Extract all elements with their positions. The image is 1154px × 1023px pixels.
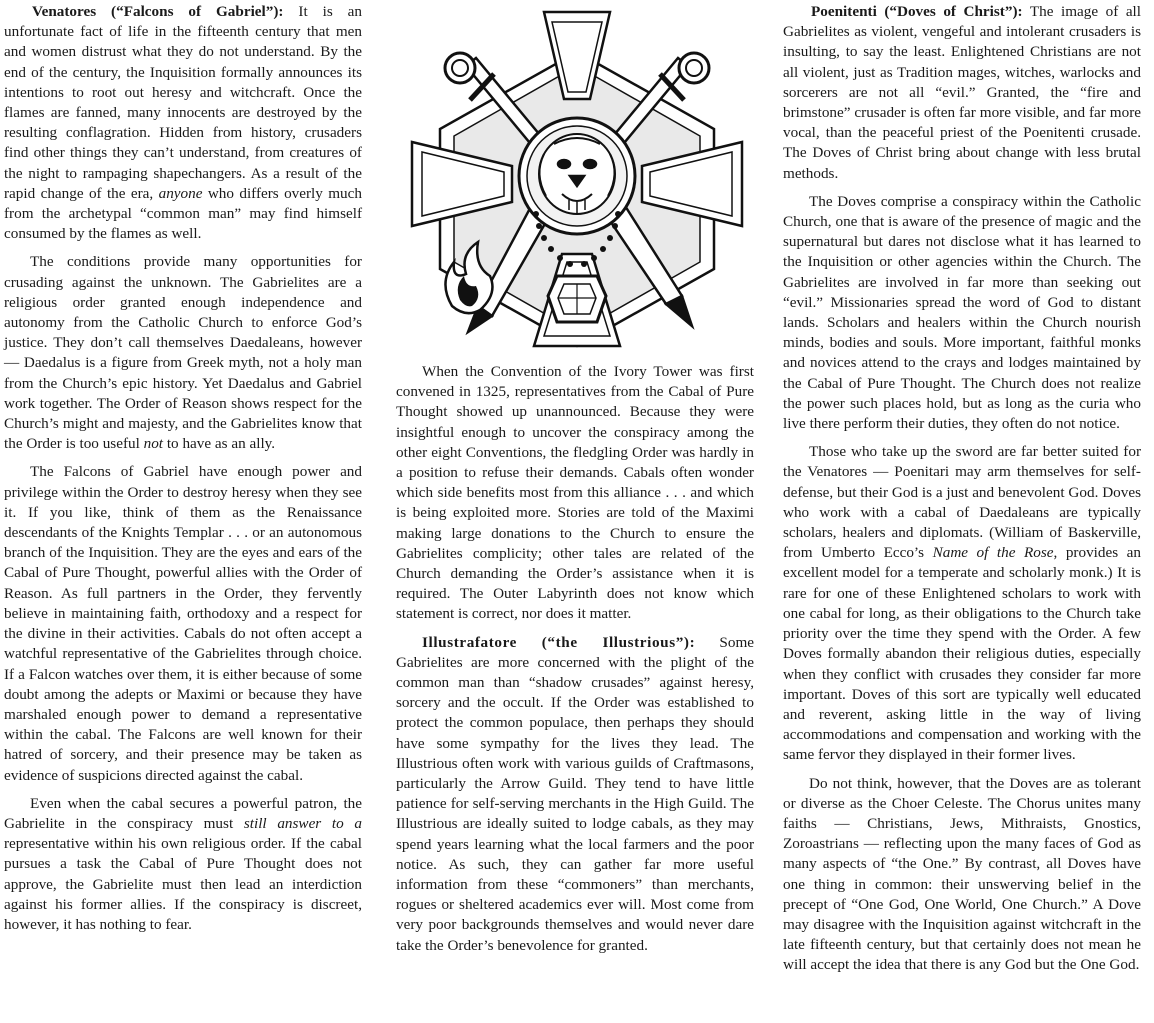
paragraph-text: who differs overly much from the archetypal “common man” may find himself consumed by the flames as well. [4,184,362,243]
paragraph-poenitenti [783,2,1141,184]
section-heading-venatores: Venatores (“Falcons of Gabriel”): [32,3,284,20]
emphasis-text: Name of the Rose [932,544,1054,562]
emblem-illustration [394,4,760,354]
paragraph-text: to have as an ally. [163,435,276,453]
paragraph-text: Those who take up the sword are far better suited for the Venatores — Poenitari may arm themselves for self-defense, but their God is a just and benevolent God. Doves who work with a cabal of Daedaleans are typically scholars, healers and diplomats. (William of Baskerville, from Umberto Ecco’s [783,443,1141,562]
paragraph-venatores [4,2,362,244]
paragraph-text: , provides an excellent model for a temperate and scholarly monk.) It is rare for one of these Enlightened scholars to work with one cabal for long, as their obligations to the Church take priority over the time they spend with the Order. A few Doves formally abandon their religious duties, especially when they conflict with crusades they consider far more important. Doves of this sort are typically well educated and reverent, asking little in the way of living accommodations and compensation and working with the same fervor they displayed in their former lives. [783,544,1142,764]
paragraph-sword [783,442,1141,765]
paragraph-one-god: Do not think, however, that the Doves are as tolerant or diverse as the Choer Celeste. The Chorus unites many faiths — Christians, Jews, Mithraists, Gnostics, Zoroastrians — reflecting upon the many faces of God as many aspects of “the One.” By contrast, all Doves have one thing in common: their unswerving belief in the precept of “One God, One World, One Church.” A Dove may disagree with the Inquisition against witchcraft in the late fifteenth century, but that certainly does not mean he will accept the idea that there is any God but the One God. [783,774,1141,974]
paragraph-text: The image of all Gabrielites as violent, vengeful and intolerant crusaders is insulting, to say the least. Enlightened Christians are not all violent, just as Tradition mages, witches, warlocks and sorcerers are not all “evil.” Granted, the “fire and brimstone” crusader is often far more visible, and far more vocal, than the peaceful priest of the Poenitenti crusade. The Doves of Christ bring about change with less brutal methods. [783,3,1141,182]
middle-column [396,362,754,964]
paragraph-text: representative within his own religious order. If the cabal pursues a task the Cabal of Pure Thought does not approve, the Gabrielite must then lead an interdiction against his former allies. If the conspiracy is discreet, however, it has nothing to fear. [4,835,362,933]
paragraph-patron [4,794,362,935]
paragraph-doves-conspiracy: The Doves comprise a conspiracy within the Catholic Church, one that is aware of the presence of magic and the supernatural but dares not disclose what it has learned to the Inquisition or other agencies within the Church. The Gabrielites are involved in far more than seeking out “evil.” Missionaries spread the word of God to distant lands. Scholars and healers within the Church nourish minds, bodies and souls. More important, faithful monks and novices attend to the crays and lodges maintained by the Cabal of Pure Thought. The Church does not realize the power such places hold, but as long as the curia who live there perform their duties, they often do not notice. [783,192,1141,433]
section-heading-poenitenti: Poenitenti (“Doves of Christ”): [811,3,1023,20]
emphasis-text: anyone [158,184,203,202]
paragraph-illustrafatore [396,633,754,956]
paragraph-text: Even when the cabal secures a powerful patron, the Gabrielite in the conspiracy must [4,794,362,832]
paragraph-falcons-power: The Falcons of Gabriel have enough power and privilege within the Order to destroy heresy when they see it. If you like, think of them as the Renaissance descendants of the Knights Templar . . . or an autonomous branch of the Inquisition. They are the eyes and ears of the Cabal of Pure Thought, powerful allies with the Order of Reason. As full partners in the Order, they fervently believe in maintaining faith, orthodoxy and a respect for the divine in their activities. Cabals do not often accept a watchful representative of the Gabrielites through choice. If a Falcon watches over them, it is either because of some doubt among the adepts or Maximi or because they have marshaled enough power to demand a representative within the cabal. The Falcons are well known for their hatred of sorcery, and their presence may be taken as evidence of suspicions directed against the cabal. [4,463,362,784]
emphasis-text: still answer to a [243,814,362,832]
left-column [4,2,362,943]
section-heading-illustrafatore: Illustrafatore (“the Illustrious”): [422,633,696,651]
emphasis-text: not [143,435,164,453]
paragraph-text: It is an unfortunate fact of life in the fifteenth century that men and women distrust what they do not understand. By the end of the century, the Inquisition formally announces its intentions to root out heresy and witchcraft. Once the flames are fanned, many innocents are destroyed by the resulting conflagration. Hidden from history, crusaders find other things they can’t understand, from creatures of the night to rampaging shapechangers. As a result of the rapid change of the era, [4,3,362,202]
paragraph-conditions [4,252,362,454]
paragraph-text: Some Gabrielites are more concerned with the plight of the common man than “shadow crusades” against heresy, sorcery and the occult. If the Order was established to protect the common populace, then perhaps they should have some sympathy for the lives they lead. The Illustrious often work with various guilds of Craftmasons, particularly the Arrow Guild. They tend to have little patience for self-serving merchants in the High Guild. The Illustrious are ideally suited to lodge cabals, as they may spend years learning what the local farmers and the poor notice. As such, they can gather far more useful information from these “commoners” than merchants, rogues or sheltered academics ever will. Most come from very poor backgrounds themselves and would never dare take the Order’s benevolence for granted. [396,633,754,954]
paragraph-text: The conditions provide many opportunities for crusading against the unknown. The Gabrielites are a religious order granted enough independence and autonomy from the Catholic Church to enforce God’s justice. They don’t call themselves Daedaleans, however — Daedalus is a figure from Greek myth, not a holy man from the Church’s epic history. Yet Daedalus and Gabriel work together. The Order of Reason shows respect for the Church’s might and majesty, and the Gabrielites know that the Order is too useful [4,253,362,453]
paragraph-convention: When the Convention of the Ivory Tower was first convened in 1325, representatives from the Cabal of Pure Thought showed up unannounced. Because they were insightful enough to uncover the conspiracy among the other eight Conventions, the fledgling Order was hardly in a position to refuse their demands. Cabals often wonder which side benefits most from this alliance . . . and which is being exploited more. Stories are told of the Maximi making large donations to the Church to ensure the Gabrielites complicity; other tales are related of the Church demanding the Order’s assistance when it is required. The Outer Labyrinth does not know which statement is correct, nor does it matter. [396,363,754,623]
cabal-of-pure-thought-emblem-icon [394,4,760,354]
right-column [783,2,1141,984]
